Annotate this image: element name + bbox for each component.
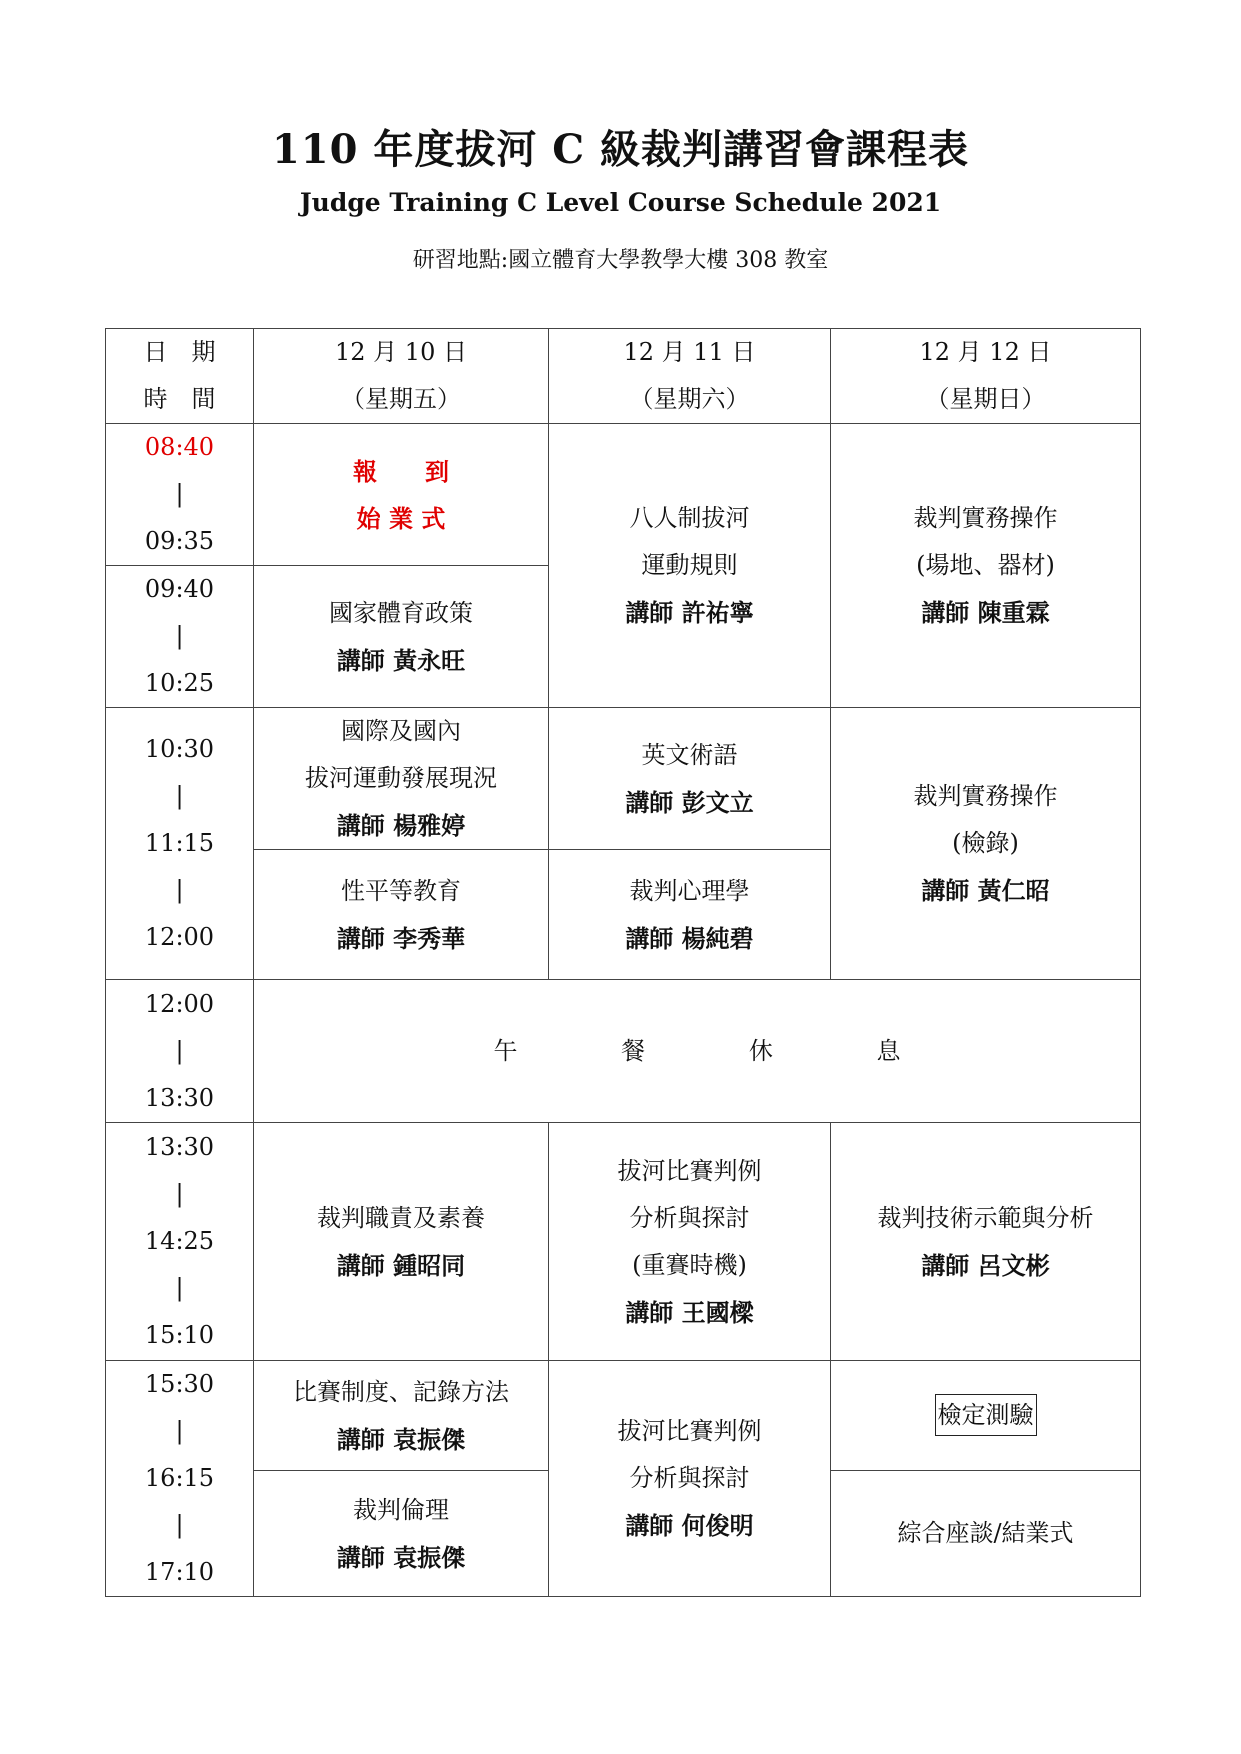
session-d12-demo (831, 1123, 1141, 1361)
session-title: 分析與探討 (629, 1203, 750, 1232)
session-lecturer: 講師 袁振傑 (336, 1424, 466, 1454)
session-d10-ethics (254, 1471, 549, 1597)
session-d11-case-rematch (549, 1123, 831, 1361)
session-title: 綜合座談/結業式 (897, 1519, 1074, 1548)
header-time-label: 時 間 (143, 385, 216, 413)
time-cell-0940 (106, 566, 254, 708)
time-start: 08:40 (144, 433, 215, 461)
session-lecturer: 講師 呂文彬 (921, 1250, 1050, 1280)
session-lecturer: 講師 何俊明 (625, 1511, 754, 1540)
header-day-2 (549, 329, 831, 424)
exam-label-box: 檢定測驗 (935, 1394, 1037, 1436)
session-lecturer: 講師 黃仁昭 (921, 876, 1050, 905)
session-d11-english (549, 708, 831, 850)
session-title: (檢錄) (952, 829, 1019, 857)
session-title: 拔河比賽判例 (617, 1417, 762, 1445)
header-day-1 (254, 329, 549, 424)
time-start: 13:30 (144, 1133, 215, 1161)
session-title: (場地、器材) (916, 551, 1055, 579)
lunch-char: 息 (876, 1036, 901, 1065)
session-lecturer: 講師 楊純碧 (625, 923, 754, 953)
session-d10-policy (254, 566, 549, 708)
time-separator: | (175, 782, 184, 810)
session-title: 國際及國內 (341, 717, 461, 745)
slot-row-1030 (106, 708, 1141, 850)
time-separator: | (175, 1036, 184, 1065)
session-d11-rules (549, 424, 831, 708)
session-lecturer: 講師 陳重霖 (921, 598, 1050, 627)
session-d11-case (549, 1361, 831, 1597)
session-title: 拔河運動發展現況 (305, 764, 497, 792)
session-d12-closing (831, 1471, 1141, 1597)
time-separator: | (175, 876, 184, 904)
session-title: (重賽時機) (632, 1250, 747, 1279)
day-weekday: （星期五） (341, 385, 461, 413)
session-title: 拔河比賽判例 (617, 1156, 762, 1185)
page-title: 110 年度拔河 C 級裁判講習會課程表 (271, 126, 970, 173)
time-separator: | (175, 480, 184, 508)
day-date: 12 月 10 日 (335, 338, 467, 366)
slot-row-0840 (106, 424, 1141, 566)
time-cell-1330 (106, 1123, 254, 1361)
time-mid: 14:25 (144, 1227, 215, 1255)
session-lecturer: 講師 鍾昭同 (336, 1250, 466, 1280)
lunch-char: 餐 (621, 1036, 646, 1065)
lunch-char: 午 (493, 1036, 518, 1065)
session-d10-intl (254, 708, 549, 850)
time-end: 12:00 (144, 923, 215, 951)
session-d10-gender (254, 850, 549, 980)
time-end: 13:30 (144, 1083, 215, 1112)
time-cell-0840 (106, 424, 254, 566)
header-day-3 (831, 329, 1141, 424)
header-row (106, 329, 1141, 424)
time-cell-1530 (106, 1361, 254, 1597)
time-separator: | (175, 1417, 184, 1445)
session-lecturer: 講師 彭文立 (625, 787, 754, 817)
session-lecturer: 講師 楊雅婷 (336, 811, 466, 840)
session-title: 八人制拔河 (629, 504, 750, 532)
session-title: 國家體育政策 (329, 598, 473, 627)
session-title: 裁判心理學 (629, 876, 750, 905)
session-lecturer: 講師 王國樑 (625, 1297, 754, 1327)
venue-line: 研習地點:國立體育大學教學大樓 308 教室 (412, 248, 829, 273)
session-title: 裁判倫理 (353, 1495, 449, 1524)
schedule-table (105, 328, 1141, 1597)
slot-row-lunch (106, 980, 1141, 1123)
time-separator: | (175, 622, 184, 650)
session-title: 裁判實務操作 (913, 504, 1058, 532)
time-cell-1030 (106, 708, 254, 980)
time-end: 10:25 (144, 669, 215, 697)
session-lecturer: 講師 李秀華 (336, 923, 466, 953)
session-checkin: 報 到 (353, 456, 449, 486)
day-date: 12 月 11 日 (623, 338, 756, 366)
session-opening: 始 業 式 (356, 503, 446, 533)
header-corner-cell (106, 329, 254, 424)
time-cell-1200 (106, 980, 254, 1123)
time-start: 12:00 (144, 989, 215, 1018)
time-end: 15:10 (144, 1321, 215, 1349)
session-d12-practice-checkin (831, 708, 1141, 980)
time-end: 17:10 (144, 1558, 215, 1586)
page-subtitle: Judge Training C Level Course Schedule 2021 (299, 188, 942, 217)
session-lecturer: 講師 許祐寧 (625, 598, 754, 627)
session-lunch-break (254, 980, 1141, 1123)
time-start: 15:30 (144, 1370, 215, 1398)
day-weekday: （星期六） (629, 385, 750, 413)
header-date-label: 日 期 (143, 338, 216, 366)
session-d10-system (254, 1361, 549, 1471)
day-weekday: （星期日） (925, 385, 1046, 413)
session-d12-exam (831, 1361, 1141, 1471)
session-d10-duty (254, 1123, 549, 1361)
slot-row-1530 (106, 1361, 1141, 1471)
session-lecturer: 講師 黃永旺 (336, 645, 466, 675)
time-start: 09:40 (144, 575, 215, 603)
time-end: 09:35 (144, 527, 215, 555)
slot-row-1330 (106, 1123, 1141, 1361)
session-title: 分析與探討 (629, 1464, 750, 1492)
session-title: 比賽制度、記錄方法 (293, 1377, 509, 1406)
session-title: 性平等教育 (341, 876, 461, 905)
session-checkin-opening (254, 424, 549, 566)
time-separator: | (175, 1511, 184, 1539)
session-title: 運動規則 (641, 551, 738, 579)
lunch-char: 休 (748, 1036, 773, 1065)
session-title: 裁判職責及素養 (317, 1203, 485, 1232)
session-title: 英文術語 (641, 740, 738, 769)
session-lecturer: 講師 袁振傑 (336, 1542, 466, 1572)
time-separator: | (175, 1180, 184, 1208)
session-title: 裁判實務操作 (913, 782, 1058, 810)
time-separator: | (175, 1274, 184, 1302)
time-start: 10:30 (144, 735, 215, 763)
day-date: 12 月 12 日 (919, 338, 1052, 366)
session-title: 裁判技術示範與分析 (877, 1203, 1094, 1232)
time-mid: 11:15 (144, 829, 215, 857)
session-d12-practice-venue (831, 424, 1141, 708)
session-d11-psych (549, 850, 831, 980)
time-mid: 16:15 (144, 1464, 215, 1492)
